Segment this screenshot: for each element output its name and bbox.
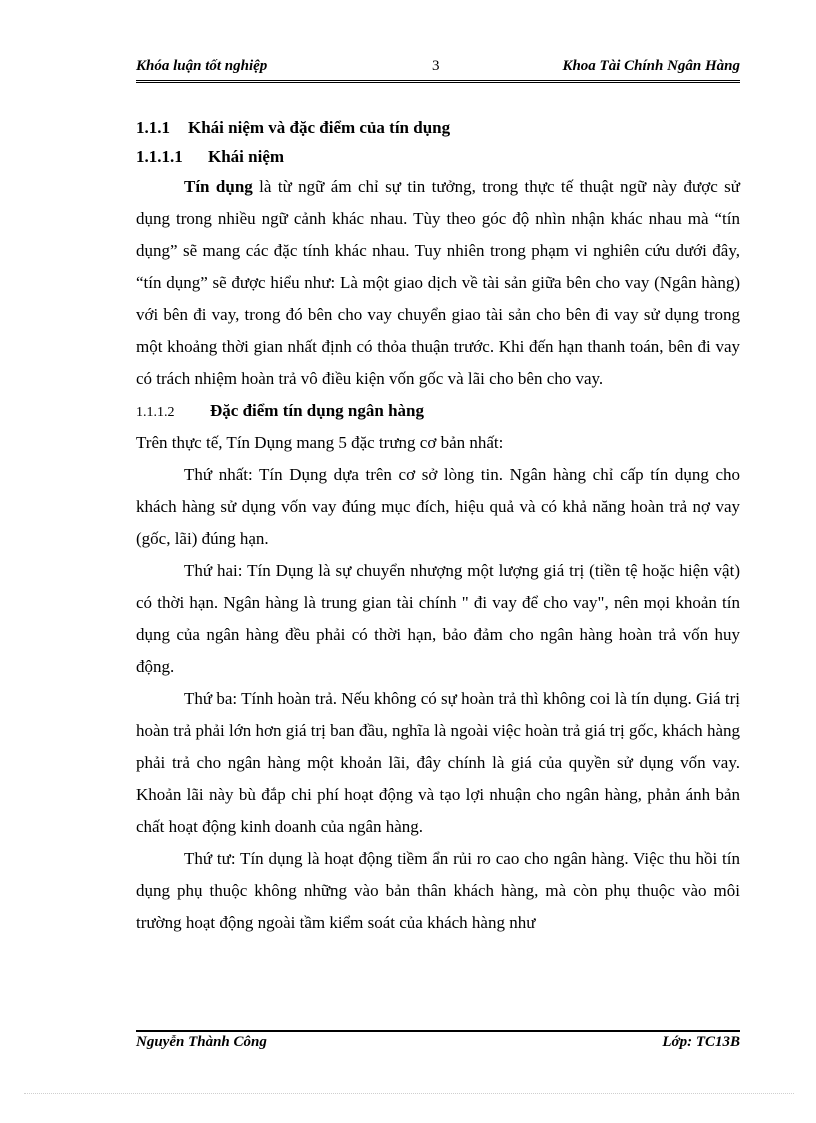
paragraph-definition xyxy=(136,171,740,395)
section-number: 1.1.1 xyxy=(136,118,170,137)
page-number: 3 xyxy=(432,58,440,74)
page-body xyxy=(136,113,740,939)
subsection-heading-characteristics xyxy=(136,395,740,427)
subsection-title: Đặc điểm tín dụng ngân hàng xyxy=(210,401,424,420)
header-thesis-label: Khóa luận tốt nghiệp xyxy=(136,58,268,74)
paragraph-fourth: Thứ tư: Tín dụng là hoạt động tiềm ẩn rủi ro cao cho ngân hàng. Việc thu hồi tín dụng phụ thuộc không những vào bản thân khách hàng, mà còn phụ thuộc vào môi trường hoạt động ngoài tầm kiểm soát của khách hàng như xyxy=(136,849,740,932)
section-title: Khái niệm và đặc điểm của tín dụng xyxy=(188,118,451,137)
header-rule xyxy=(136,80,740,81)
subsection-number: 1.1.1.1 xyxy=(136,147,183,166)
subsection-number: 1.1.1.2 xyxy=(136,405,175,420)
page-edge-divider xyxy=(24,1093,794,1094)
footer-rule xyxy=(136,1030,740,1032)
section-heading xyxy=(136,113,740,142)
subsection-heading-concept xyxy=(136,142,740,171)
page-footer xyxy=(136,1034,740,1056)
subsection-title: Khái niệm xyxy=(208,147,285,166)
definition-text: là từ ngữ ám chỉ sự tin tưởng, trong thực tế thuật ngữ này được sử dụng trong nhiều ngữ cảnh khác nhau. Tùy theo góc độ nhìn nhận khác nhau mà “tín dụng” sẽ mang các đặc tính khác nhau. Tuy nhiên trong phạm vi nghiên cứu dưới đây, “tín dụng” sẽ được hiểu như: Là một giao dịch về tài sản giữa bên cho vay (Ngân hàng) với bên đi vay, trong đó bên cho vay chuyển giao tài sản cho bên đi vay sử dụng trong một khoảng thời gian nhất định có thỏa thuận trước. Khi đến hạn thanh toán, bên đi vay có trách nhiệm hoàn trả vô điều kiện vốn gốc và lãi cho bên cho vay. xyxy=(136,177,740,388)
page-header xyxy=(136,58,740,80)
header-faculty-label: Khoa Tài Chính Ngân Hàng xyxy=(562,58,740,74)
paragraph-intro: Trên thực tế, Tín Dụng mang 5 đặc trưng cơ bản nhất: xyxy=(136,433,504,452)
footer-class: Lớp: TC13B xyxy=(662,1034,740,1050)
paragraph-third: Thứ ba: Tính hoàn trả. Nếu không có sự hoàn trả thì không coi là tín dụng. Giá trị hoàn trả phải lớn hơn giá trị ban đầu, nghĩa là ngoài việc hoàn trả giá trị gốc, khách hàng phải trả cho ngân hàng một khoản lãi, đây chính là giá của quyền sử dụng vốn vay. Khoản lãi này bù đắp chi phí hoạt động và tạo lợi nhuận cho ngân hàng, phản ánh bản chất hoạt động kinh doanh của ngân hàng. xyxy=(136,689,740,836)
term-bold: Tín dụng xyxy=(184,177,253,196)
header-rule-second xyxy=(136,82,740,83)
paragraph-first: Thứ nhất: Tín Dụng dựa trên cơ sở lòng tin. Ngân hàng chỉ cấp tín dụng cho khách hàng sử dụng vốn vay đúng mục đích, hiệu quả và có khả năng hoàn trả nợ vay (gốc, lãi) đúng hạn. xyxy=(136,465,740,548)
footer-author: Nguyễn Thành Công xyxy=(136,1034,267,1050)
paragraph-second: Thứ hai: Tín Dụng là sự chuyển nhượng một lượng giá trị (tiền tệ hoặc hiện vật) có thời hạn. Ngân hàng là trung gian tài chính " đi vay để cho vay", nên mọi khoản tín dụng của ngân hàng đều phải có thời hạn, bảo đảm cho ngân hàng hoàn trả vốn huy động. xyxy=(136,561,740,676)
